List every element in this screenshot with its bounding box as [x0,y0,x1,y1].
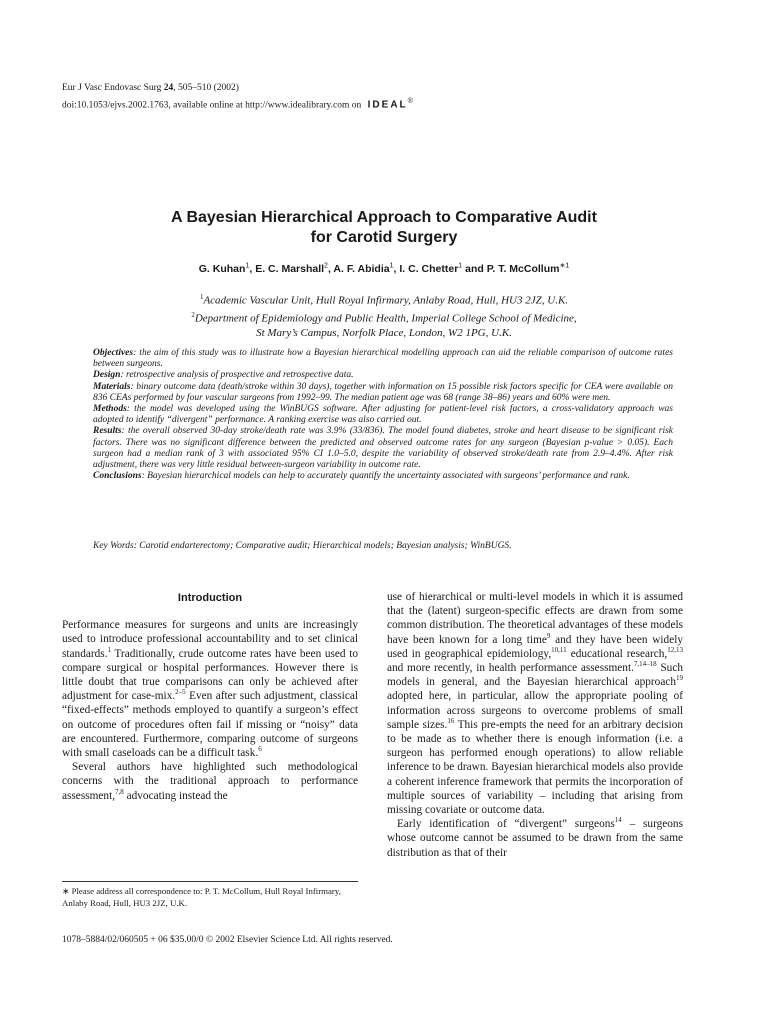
author-affil-sup: 1 [245,262,250,269]
body-text: Early identification of “divergent” surgeons [397,818,615,831]
abstract-text: : retrospective analysis of prospective and retrospective data. [120,370,354,381]
body-text: Even after such adjustment, classical “fixed-effects” methods employed to quantify a surgeon’s effect on outcome of procedures often fail if missing or “noisy” data are encountered. Furthermore, comparing outcome of surgeons with small caseloads can be a difficult task. [62,690,358,760]
abstract-label: Results [93,426,122,437]
body-text: Such models in general, and the Bayesian hierarchical approach [387,662,683,689]
affil-text: Department of Epidemiology and Public Health, Imperial College School of Medicine, [194,312,577,325]
title-line-2: for Carotid Surgery [310,229,458,246]
journal-name: Eur J Vasc Endovasc Surg [62,83,164,93]
citation: 6 [258,745,262,754]
author-sep: , [393,262,400,275]
author [399,263,486,275]
abstract-text: : Bayesian hierarchical models can help to accurately quantify the uncertainty associated with surgeons’ performance and rank. [141,471,630,482]
abstract-objectives [93,348,673,370]
copyright-line: 1078–5884/02/060505 + 06 $35.00/0 © 2002 Elsevier Science Ltd. All rights reserved. [62,935,393,945]
author-name: A. F. Abidia [333,262,390,275]
body-text: Performance measures for surgeons and units are increasingly used to introduce professional accountability and to set clinical standards. [62,619,358,660]
body-text: adopted here, in particular, allow the appropriate pooling of information across surgeons to overcome problems of small sample sizes. [387,690,683,731]
citation: 7,14–18 [633,660,657,669]
abstract-text: : the overall observed 30-day stroke/death rate was 3.9% (33/836). The model found diabetes, stroke and heart disease to be significant risk factors. There was no significant difference between the predicted and observed outcome rates for any surgeon (Bayesian p-value > 0.05). Each surgeon had a median rank of 3 with associated 95% CI 1.0–5.0, despite the variability of observed stroke/death rate from 2.9–4.4%. After risk adjustment, there was very little residual between-surgeon variability in outcome rate. [93,426,673,471]
citation: 12,13 [667,646,683,655]
journal-volume: 24 [163,83,174,93]
author-affil-sup: ∗1 [559,262,570,269]
citation: 10,11 [551,646,567,655]
affiliation-1 [62,290,706,308]
correspondence-footnote: ∗ Please address all correspondence to: P. T. McCollum, Hull Royal Infirmary, Anlaby Road, Hull, HU3 2JZ, U.K. [62,886,341,908]
abstract-label: Methods [93,404,127,415]
author-sep: and [462,262,487,275]
body-text: use of hierarchical or multi-level models in which it is assumed that the (latent) surgeon-specific effects are drawn from some common distribution. The theoretical advantages of these models have been known for a long time [387,591,683,646]
abstract-label: Design [93,370,121,381]
author-affil-sup: 2 [324,262,328,269]
affil-text: Academic Vascular Unit, Hull Royal Infirmary, Anlaby Road, Hull, HU3 2JZ, U.K. [203,294,569,307]
author-name: I. C. Chetter [399,262,459,275]
citation: 1 [107,645,111,654]
author-name: E. C. Marshall [255,262,325,275]
abstract-text: : binary outcome data (death/stroke within 30 days), together with information on 15 possible risk factors specific for CEA were available on 836 CEAs performed by four vascular surgeons from 1992–99. The median patient age was 68 (range 38–86) years and 60% were men. [93,381,673,403]
paragraph [62,618,358,760]
abstract-conclusions [93,471,673,482]
abstract-text: : the model was developed using the WinBUGS software. After adjusting for patient-level risk factors, a cross-validatory approach was adopted to identify “divergent” performance. A ranking exercise was also carried out. [93,404,673,426]
author [333,263,399,275]
abstract [93,348,673,482]
section-heading-introduction: Introduction [177,592,243,604]
title-line-1: A Bayesian Hierarchical Approach to Comparative Audit [171,209,597,226]
author [199,263,255,275]
body-text: advocating instead the [123,789,228,802]
abstract-label: Conclusions [93,471,142,482]
citation: 16 [447,717,455,726]
citation: 9 [546,631,551,640]
abstract-design [93,370,673,381]
abstract-label: Objectives [93,348,134,358]
citation: 19 [676,674,683,683]
abstract-results [93,426,673,471]
paragraph [387,817,683,860]
abstract-methods [93,404,673,426]
author-name: G. Kuhan [198,262,246,275]
paragraph [62,760,358,803]
doi-line [62,95,413,112]
footnote-divider [62,881,358,882]
author [487,263,570,275]
paragraph [387,590,683,817]
citation: 7,8 [115,787,124,796]
registered-mark: ® [407,98,413,105]
affil-sup: 1 [199,293,204,301]
keywords: Key Words: Carotid endarterectomy; Comparative audit; Hierarchical models; Bayesian analysis; WinBUGS. [93,541,512,551]
body-text: – surgeons whose outcome cannot be assumed to be drawn from the same distribution as that of their [387,818,683,859]
ideal-logo [368,95,413,111]
journal-citation [62,82,413,95]
affiliations [62,290,706,341]
affiliation-2-cont: St Mary’s Campus, Norfolk Place, London, W2 1PG, U.K. [256,327,512,340]
left-column [62,590,358,803]
abstract-materials [93,382,673,404]
paper-title [62,208,706,248]
ideal-logo-text: IDEAL [367,99,408,111]
abstract-text: : the aim of this study was to illustrate how a Bayesian hierarchical modelling approach can aid the reliable comparison of outcome rates between surgeons. [93,348,673,370]
author [255,263,333,275]
author-affil-sup: 1 [458,262,463,269]
affiliation-2 [62,308,706,326]
author-list [62,261,706,275]
body-text: Several authors have highlighted such methodological concerns with the traditional approach to performance assessment, [62,761,358,802]
doi-text: doi:10.1053/ejvs.2002.1763, available online at http://www.idealibrary.com on [62,100,362,111]
citation: 2–5 [175,688,186,697]
body-text: Traditionally, crude outcome rates have been used to compare surgical or hospital performances. However there is little doubt that true comparisons can only be achieved after adjustment for case-mix. [62,647,358,703]
body-text: and more recently, in health performance assessment. [387,662,634,675]
body-text: educational research, [566,647,668,660]
body-text: This pre-empts the need for an arbitrary decision to be made as to whether there is enough information (i.e. a surgeon has performed enough operations) to allow reliable inference to be drawn. Bayesian hierarchical models also provide a coherent inference framework that permits the incorporation of multiple sources of variability – including that arising from missing covariate or outcome data. [387,718,683,817]
author-sep: , [327,262,334,275]
citation: 14 [614,816,622,825]
affil-sup: 2 [191,311,195,320]
right-column [387,590,683,860]
journal-header [62,82,413,112]
abstract-label: Materials [93,381,131,392]
author-sep: , [249,262,256,275]
author-name: P. T. McCollum [486,262,560,275]
body-text: and they have been widely used in geographical epidemiology, [387,633,683,660]
author-affil-sup: 1 [389,262,394,269]
journal-pages: , 505–510 (2002) [173,83,239,93]
